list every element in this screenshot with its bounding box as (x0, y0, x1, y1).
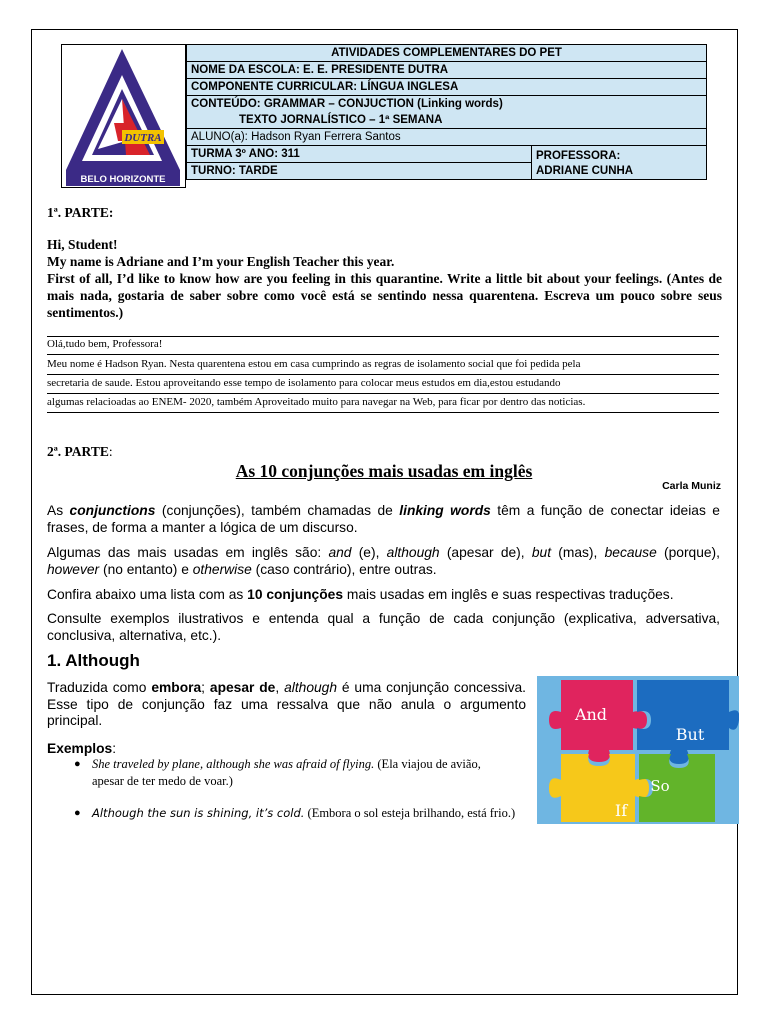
article-title: As 10 conjunções mais usadas em inglês (235, 461, 533, 481)
header-table (186, 44, 707, 180)
greeting: Hi, Student! (47, 237, 118, 252)
example-item (74, 803, 517, 823)
bullet-icon: ● (74, 807, 81, 819)
puzzle-conjunctions-image (537, 676, 739, 824)
example-pt: (Ela viajou de avião, apesar de ter medo de voar.) (92, 757, 481, 788)
student-name (187, 129, 707, 146)
curricular-component: COMPONENTE CURRICULAR: LÍNGUA INGLESA (187, 79, 707, 96)
answer-line (47, 412, 719, 413)
part1-label: 1ª. PARTE: (47, 205, 114, 220)
part1-greeting-block (47, 236, 722, 321)
part2-label (47, 444, 113, 460)
teacher-intro: My name is Adriane and I’m your English Teacher this year. (47, 254, 395, 269)
class-info: TURMA 3º ANO: 311 (187, 146, 532, 163)
puzzle-word-so: So (650, 777, 670, 795)
paragraph-list-intro: Confira abaixo uma lista com as 10 conjunções mais usadas em inglês e suas respectivas traduções. (47, 587, 674, 602)
answer-line (47, 393, 719, 394)
school-name: NOME DA ESCOLA: E. E. PRESIDENTE DUTRA (187, 62, 707, 79)
section-heading-although: 1. Although (47, 651, 140, 670)
logo-brand-text: DUTRA (124, 132, 162, 144)
content-cell (187, 96, 707, 129)
puzzle-word-if: If (614, 801, 628, 820)
puzzle-pieces-icon (537, 676, 739, 824)
content-line-2: TEXTO JORNALÍSTICO – 1ª SEMANA (239, 114, 443, 126)
puzzle-word-and: And (574, 705, 608, 724)
paragraph-common-conjunctions: Algumas das mais usadas em inglês são: and (e), although (apesar de), but (mas), because (porque), however (no entanto) e otherwise (caso contrário), entre outras. (47, 545, 720, 577)
example-item (74, 756, 502, 789)
answer-line (47, 354, 719, 355)
content-line-1: CONTEÚDO: GRAMMAR – CONJUCTION (Linking words) (191, 98, 503, 110)
example-en: She traveled by plane, although she was afraid of flying. (92, 757, 375, 771)
answer-line (47, 374, 719, 375)
paragraph-conjunctions: As conjunctions (conjunções), também chamadas de linking words têm a função de conectar ideias e frases, de forma a manter a lógica de um discurso. (47, 503, 720, 535)
shift-info: TURNO: TARDE (187, 163, 532, 180)
answer-text-3: secretaria de saude. Estou aproveitando esse tempo de isolamento para colocar meus estudos em dia,estou estudando (47, 377, 561, 389)
bullet-icon: ● (74, 758, 81, 770)
part2-label-text: 2ª. PARTE (47, 444, 109, 459)
teacher-cell (532, 146, 707, 180)
teacher-label: PROFESSORA: (536, 149, 621, 162)
header-title: ATIVIDADES COMPLEMENTARES DO PET (187, 45, 707, 62)
school-logo (61, 44, 186, 188)
logo-city-text: BELO HORIZONTE (80, 174, 166, 185)
answer-text-1: Olá,tudo bem, Professora! (47, 338, 163, 350)
paragraph-although-definition: Traduzida como embora; apesar de, although é uma conjunção concessiva. Esse tipo de conjunção faz uma ressalva que não anula o argumento principal. (47, 680, 526, 728)
dutra-logo-icon (62, 45, 185, 187)
example-pt: (Embora o sol esteja brilhando, está frio.) (304, 806, 516, 820)
example-en: Although the sun is shining, it’s cold. (92, 806, 305, 820)
answer-text-2: Meu nome é Hadson Ryan. Nesta quarentena estou em casa cumprindo as regras de isolamento social que foi pedida pela (47, 358, 581, 370)
part2-label-colon: : (108, 444, 113, 459)
answer-text-4: algumas relacioadas ao ENEM- 2020, também Aproveitado muito para navegar na Web, para ficar por dentro das noticias. (47, 396, 586, 408)
writing-prompt: First of all, I’d like to know how are you feeling in this quarantine. Write a little bit about your feelings. (Antes de mais nada, gostaria de saber sobre como você está se sentindo nessa quarentena. Escreva um pouco sobre seus sentimentos.) (47, 271, 722, 320)
student-name-text: ALUNO(a): Hadson Ryan Ferrera Santos (191, 131, 401, 143)
examples-label: Exemplos: (47, 741, 117, 756)
puzzle-word-but: But (675, 725, 705, 744)
article-author: Carla Muniz (662, 480, 721, 492)
teacher-name: ADRIANE CUNHA (536, 164, 634, 177)
paragraph-consult: Consulte exemplos ilustrativos e entenda qual a função de cada conjunção (explicativa, adversativa, conclusiva, alternativa, etc.). (47, 611, 720, 643)
